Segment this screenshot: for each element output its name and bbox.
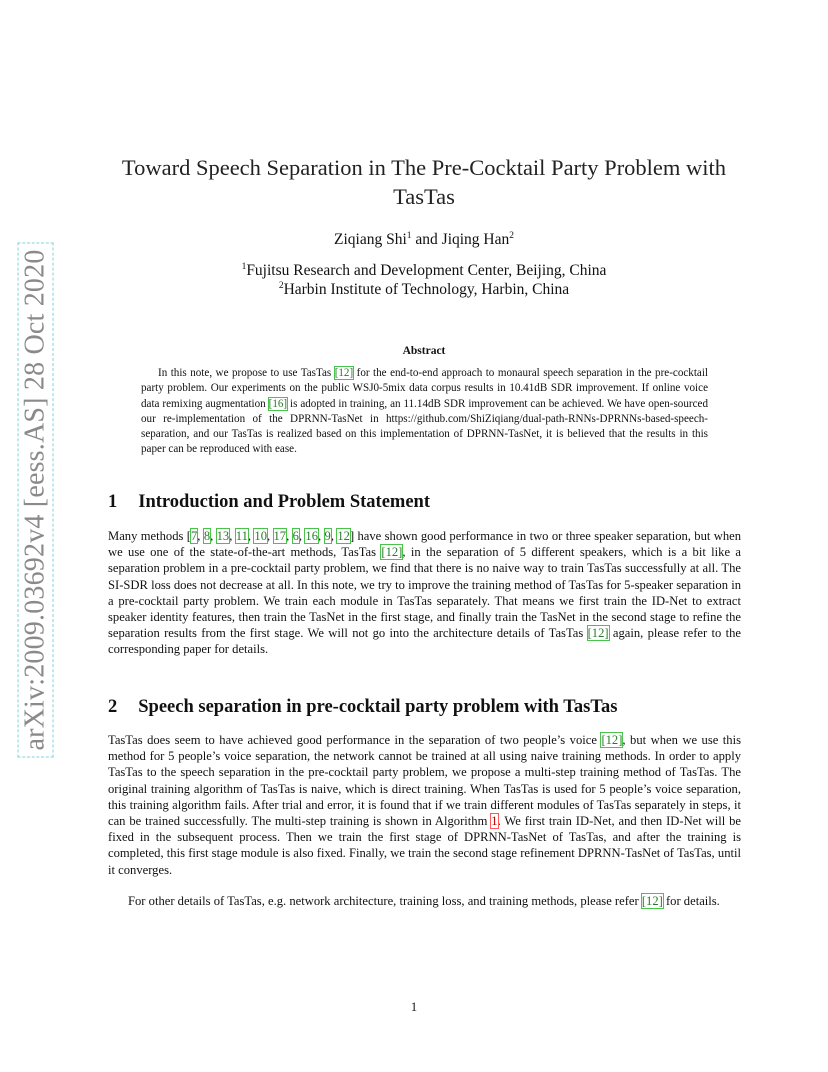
affiliation-mark: 2 <box>278 281 284 291</box>
abstract-body <box>141 366 708 458</box>
citation-link[interactable]: 12 <box>337 529 350 543</box>
paragraph-text: Many methods <box>108 529 187 543</box>
citation-link[interactable]: 9 <box>324 529 331 543</box>
abstract-text: for the end-to-end approach to monaural speech separation in the pre-cocktail party problem. Our experiments on the public WSJ0-5mix data corpus results in 10.41dB SDR improvement. If online voice data remixing augmentation <box>141 367 709 410</box>
affiliations <box>100 261 748 299</box>
citation-link[interactable]: 11 <box>235 529 248 543</box>
section-heading <box>108 492 430 513</box>
abstract-text: In this note, we propose to use TasTas <box>158 367 335 379</box>
abstract-text: is adopted in training, an 11.14dB SDR improvement can be achieved. We have open-sourced our re-implementation of the DPRNN-TasNet in https://github.com/ShiZiqiang/dual-path-RNNs-DPRNNs-based-speech-separation, and our TasTas is realized based on this implementation of DPRNN-TasNet, it is believed that the results in this paper can be reproduced with ease. <box>141 397 708 456</box>
paper-title: Toward Speech Separation in The Pre-Cocktail Party Problem with TasTas <box>121 155 727 209</box>
citation-link[interactable]: [12] <box>601 733 623 747</box>
citation-link[interactable]: 10 <box>254 529 267 543</box>
affiliation-line <box>100 280 748 299</box>
citation-link[interactable]: [12] <box>587 626 609 641</box>
citation-link[interactable]: 16 <box>305 529 319 543</box>
algorithm-reference-link[interactable]: 1 <box>491 814 498 829</box>
section-title: Introduction and Problem Statement <box>138 492 430 512</box>
section-paragraph <box>108 893 741 909</box>
author-affiliation-mark: 1 <box>406 231 412 241</box>
paragraph-text: again, please refer to the corresponding paper for details. <box>108 626 741 657</box>
page-number: 1 <box>410 1000 418 1014</box>
section-number: 1 <box>108 492 118 512</box>
paragraph-text: TasTas does seem to have achieved good performance in the separation of two people’s voice <box>108 733 602 747</box>
citation-link[interactable]: 8 <box>203 529 211 543</box>
affiliation-mark: 1 <box>241 262 247 272</box>
section-title: Speech separation in pre-cocktail party problem with TasTas <box>138 697 618 717</box>
section-number: 2 <box>108 697 118 717</box>
author-line <box>100 231 748 249</box>
author-affiliation-mark: 2 <box>509 231 514 241</box>
author-conjunction: and <box>415 231 438 248</box>
abstract-heading: Abstract <box>402 345 446 357</box>
citation-link[interactable]: [12] <box>641 894 663 908</box>
section-heading <box>108 697 617 718</box>
citation-link[interactable]: [16] <box>268 397 288 410</box>
paragraph-text: , in the separation of 5 different speakers, which is a bit like a separation problem in a pre-cocktail party problem, we find that there is no naive way to train TasTas successfully at all. The SI-SDR loss does not decrease at all. In this note, we try to improve the training method of TasTas for 5-speaker separation in a pre-cocktail party problem. We train each module in TasTas separately. That means we first train the ID-Net to extract speaker identity features, then train the TasNet in the first stage, and finally train the TasNet in the second stage to refine the separation results from the first stage. We will not go into the architecture details of TasTas <box>108 545 742 641</box>
citation-link[interactable]: [12] <box>381 545 403 560</box>
citation-link[interactable]: 6 <box>292 529 299 543</box>
citation-link[interactable]: [12] <box>334 367 354 379</box>
citation-link[interactable]: 7 <box>191 529 198 543</box>
paragraph-text: for details. <box>662 894 720 908</box>
citation-link[interactable]: 17 <box>273 529 287 543</box>
citation-link[interactable]: 13 <box>216 529 230 543</box>
paragraph-text: , but when we use this method for 5 people’s voice separation, the network cannot be trained at all using naive training methods. In order to apply TasTas to the speech separation in the pre-cocktail party problem, we propose a multi-step training method of TasTas. The original training algorithm of TasTas is naive, which is direct training. When TasTas is used for 5 people’s voice separation, this training algorithm fails. After trial and error, it is found that if we train different modules of TasTas separately in steps, it can be trained successfully. The multi-step training is shown in Algorithm <box>108 733 741 829</box>
arxiv-identifier-margin <box>14 250 58 750</box>
paragraph-text: For other details of TasTas, e.g. network architecture, training loss, and training methods, please refer <box>128 894 642 908</box>
author-name: Ziqiang Shi <box>334 231 407 248</box>
arxiv-identifier[interactable]: arXiv:2009.03692v4 [eess.AS] 28 Oct 2020 <box>18 242 54 757</box>
section-paragraph: Many methods [7, 8, 13, 11, 10, 17, 6, 16, 9, 12] have shown good performance in two or three speaker separation, but when we use one of the state-of-the-art methods, TasTas [12], in the separation of 5 different speakers, which is a bit like a separation problem in a pre-cocktail party problem, we find that there is no naive way to train TasTas successfully at all. The SI-SDR loss does not decrease at all. In this note, we try to improve the training method of TasTas for 5-speaker separation in a pre-cocktail party problem. We train each module in TasTas separately. That means we first train the ID-Net to extract speaker identity features, then train the TasNet in the first stage, and finally train the TasNet in the second stage to refine the separation results from the first stage. We will not go into the architecture details of TasTas [12] again, please refer to the corresponding paper for details. <box>108 529 742 657</box>
affiliation-text: Fujitsu Research and Development Center, Beijing, China <box>246 262 607 279</box>
paragraph-text: have shown good performance in two or three speaker separation, but when we use one of the state-of-the-art methods, TasTas <box>108 529 742 560</box>
section-paragraph <box>108 732 741 878</box>
affiliation-line <box>100 261 748 280</box>
author-name: Jiqing Han <box>441 231 510 248</box>
affiliation-text: Harbin Institute of Technology, Harbin, China <box>283 281 570 298</box>
paragraph-text: . We first train ID-Net, and then ID-Net will be fixed in the subsequent process. Then we train the first stage of DPRNN-TasNet of TasTas, and after the training is completed, this first stage module is also fixed. Finally, we train the second stage refinement DPRNN-TasNet of TasTas, until it converges. <box>108 814 741 877</box>
